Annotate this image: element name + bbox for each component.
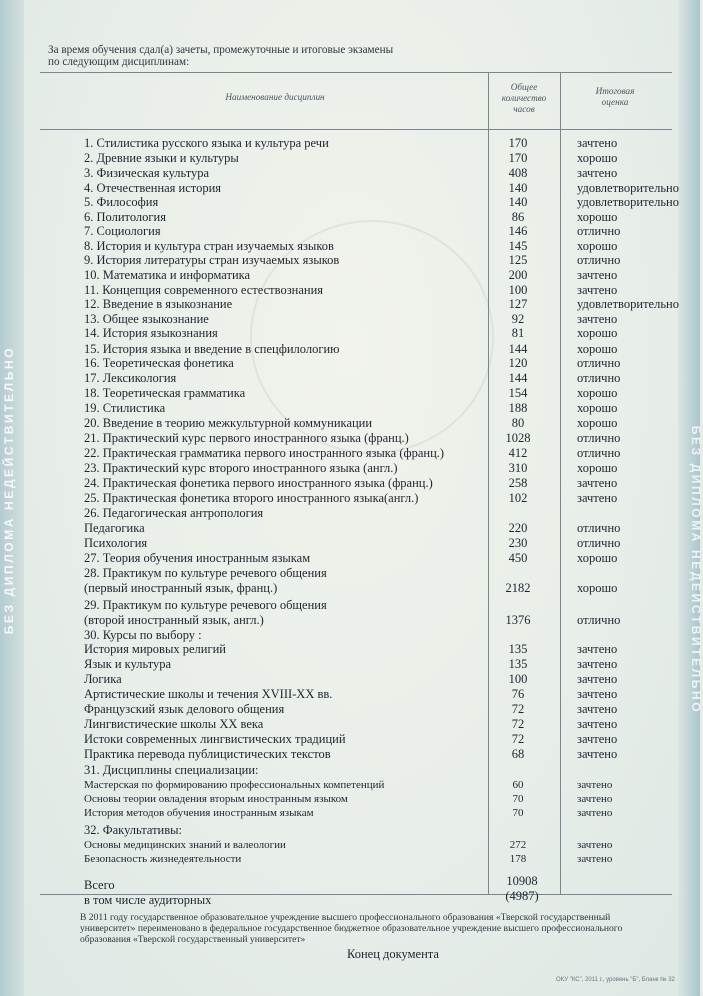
subject-name: Педагогика bbox=[84, 521, 145, 535]
subject-hours: 412 bbox=[508, 446, 528, 460]
subject-grade: зачтено bbox=[577, 793, 613, 805]
subject-hours: 1028 bbox=[505, 431, 531, 445]
subject-grade: зачтено bbox=[577, 839, 613, 851]
subject-hours: 81 bbox=[511, 326, 525, 340]
table-row bbox=[0, 326, 700, 340]
table-row bbox=[0, 672, 700, 686]
subject-grade: хорошо bbox=[577, 401, 618, 415]
subject-grade: зачтено bbox=[577, 136, 618, 150]
table-row bbox=[0, 566, 700, 580]
subject-grade: хорошо bbox=[577, 151, 618, 165]
subject-name: Основы теории овладения вторым иностранным языком bbox=[84, 793, 348, 805]
rename-note: В 2011 году государственное образовательное учреждение высшего профессионального образования «Тверской государственный университет» переименовано в федеральное государственное бюджетное образовательное учреждение высшего профессионального образования «Тверской государственный университет» bbox=[80, 912, 623, 945]
subject-name: 15. История языка и введение в спецфилологию bbox=[84, 342, 340, 356]
subject-grade: хорошо bbox=[577, 551, 618, 565]
subject-hours: 100 bbox=[508, 283, 528, 297]
subject-hours: 2182 bbox=[505, 581, 531, 595]
table-top-rule bbox=[40, 72, 672, 73]
table-row bbox=[0, 195, 700, 209]
subject-grade: зачтено bbox=[577, 687, 618, 701]
table-row bbox=[0, 852, 700, 866]
subject-name: 5. Философия bbox=[84, 195, 159, 209]
subject-grade: зачтено bbox=[577, 476, 618, 490]
subject-name: Истоки современных лингвистических традиций bbox=[84, 732, 346, 746]
total-value: 10908 bbox=[506, 874, 538, 888]
subject-grade: зачтено bbox=[577, 717, 618, 731]
table-row bbox=[0, 268, 700, 282]
subject-grade: отлично bbox=[577, 536, 621, 550]
subject-hours: 135 bbox=[508, 657, 528, 671]
subject-hours: 145 bbox=[508, 239, 528, 253]
subject-hours: 102 bbox=[508, 491, 528, 505]
subject-grade: хорошо bbox=[577, 581, 618, 595]
subject-hours: 120 bbox=[508, 356, 528, 370]
subject-hours: 408 bbox=[508, 166, 528, 180]
subject-name: Логика bbox=[84, 672, 122, 686]
subject-grade: хорошо bbox=[577, 210, 618, 224]
subject-hours: 310 bbox=[508, 461, 528, 475]
subject-grade: отлично bbox=[577, 446, 621, 460]
header-hours: Общее количество часов bbox=[501, 82, 547, 114]
subject-hours: 80 bbox=[511, 416, 525, 430]
table-row bbox=[0, 312, 700, 326]
table-row bbox=[0, 613, 700, 627]
subject-name: Безопасность жизнедеятельности bbox=[84, 853, 242, 865]
table-row bbox=[0, 446, 700, 460]
subject-grade: отлично bbox=[577, 371, 621, 385]
subject-name: 30. Курсы по выбору : bbox=[84, 628, 202, 642]
table-row bbox=[0, 806, 700, 820]
table-row bbox=[0, 283, 700, 297]
header-grade: Итоговая оценка bbox=[595, 86, 635, 107]
subject-grade: хорошо bbox=[577, 416, 618, 430]
table-row bbox=[0, 838, 700, 852]
table-row bbox=[0, 431, 700, 445]
subject-name: 8. История и культура стран изучаемых языков bbox=[84, 239, 334, 253]
subject-grade: зачтено bbox=[577, 779, 613, 791]
subject-name: 13. Общее языкознание bbox=[84, 312, 209, 326]
subject-hours: 72 bbox=[511, 717, 525, 731]
subject-grade: зачтено bbox=[577, 732, 618, 746]
header-name: Наименование дисциплин bbox=[225, 92, 325, 102]
subject-hours: 127 bbox=[508, 297, 528, 311]
subject-name: 20. Введение в теорию межкультурной коммуникации bbox=[84, 416, 373, 430]
subject-grade: удовлетворительно bbox=[577, 297, 679, 311]
subject-hours: 144 bbox=[508, 371, 528, 385]
table-row bbox=[0, 371, 700, 385]
subject-hours: 70 bbox=[512, 793, 524, 805]
table-row bbox=[0, 642, 700, 656]
subject-grade: хорошо bbox=[577, 239, 618, 253]
table-row bbox=[0, 476, 700, 490]
table-row bbox=[0, 253, 700, 267]
subject-hours: 92 bbox=[511, 312, 525, 326]
subject-grade: зачтено bbox=[577, 166, 618, 180]
table-row bbox=[0, 687, 700, 701]
table-row bbox=[0, 356, 700, 370]
table-row bbox=[0, 628, 700, 642]
subject-name: 16. Теоретическая фонетика bbox=[84, 356, 234, 370]
subject-hours: 170 bbox=[508, 136, 528, 150]
auditory-value: (4987) bbox=[505, 889, 539, 903]
total-label: Всего bbox=[84, 878, 115, 892]
subject-name: Французский язык делового общения bbox=[84, 702, 285, 716]
subject-name: Артистические школы и течения XVIII-XX вв. bbox=[84, 687, 333, 701]
subject-hours: 100 bbox=[508, 672, 528, 686]
subject-name: 7. Социология bbox=[84, 224, 161, 238]
subject-hours: 258 bbox=[508, 476, 528, 490]
subject-grade: зачтено bbox=[577, 672, 618, 686]
table-row bbox=[0, 239, 700, 253]
table-row bbox=[0, 491, 700, 505]
subject-name: 29. Практикум по культуре речевого общения bbox=[84, 598, 327, 612]
subject-name: 11. Концепция современного естествознания bbox=[84, 283, 324, 297]
subject-name: История методов обучения иностранным языкам bbox=[84, 807, 314, 819]
subject-hours: 60 bbox=[512, 779, 524, 791]
subject-grade: зачтено bbox=[577, 657, 618, 671]
subject-hours: 144 bbox=[508, 342, 528, 356]
subject-hours: 72 bbox=[511, 702, 525, 716]
subject-name: 6. Политология bbox=[84, 210, 166, 224]
table-row bbox=[0, 181, 700, 195]
subject-name: (первый иностранный язык, франц.) bbox=[84, 581, 278, 595]
table-row bbox=[0, 763, 700, 777]
table-row bbox=[0, 151, 700, 165]
table-row bbox=[0, 386, 700, 400]
subject-hours: 170 bbox=[508, 151, 528, 165]
subject-grade: зачтено bbox=[577, 312, 618, 326]
subject-grade: зачтено bbox=[577, 268, 618, 282]
table-row bbox=[0, 342, 700, 356]
subject-hours: 220 bbox=[508, 521, 528, 535]
subject-grade: хорошо bbox=[577, 461, 618, 475]
subject-hours: 154 bbox=[508, 386, 528, 400]
subject-name: Мастерская по формированию профессиональных компетенций bbox=[84, 779, 385, 791]
subject-name: 22. Практическая грамматика первого иностранного языка (франц.) bbox=[84, 446, 445, 460]
table-header-rule bbox=[40, 129, 672, 130]
subject-grade: зачтено bbox=[577, 702, 618, 716]
subject-name: 28. Практикум по культуре речевого общения bbox=[84, 566, 327, 580]
subject-hours: 146 bbox=[508, 224, 528, 238]
subject-grade: зачтено bbox=[577, 642, 618, 656]
security-text-right: БЕЗ ДИПЛОМА НЕДЕЙСТВИТЕЛЬНО bbox=[689, 425, 703, 715]
subject-grade: зачтено bbox=[577, 807, 613, 819]
subject-name: 23. Практический курс второго иностранного языка (англ.) bbox=[84, 461, 398, 475]
subject-name: 9. История литературы стран изучаемых языков bbox=[84, 253, 340, 267]
table-row bbox=[0, 732, 700, 746]
subject-name: Психология bbox=[84, 536, 148, 550]
subject-hours: 200 bbox=[508, 268, 528, 282]
subject-grade: зачтено bbox=[577, 283, 618, 297]
subject-grade: удовлетворительно bbox=[577, 195, 679, 209]
subject-hours: 125 bbox=[508, 253, 528, 267]
security-text-left: БЕЗ ДИПЛОМА НЕДЕЙСТВИТЕЛЬНО bbox=[2, 345, 16, 635]
end-of-document: Конец документа bbox=[347, 947, 439, 961]
subject-name: Язык и культура bbox=[84, 657, 172, 671]
subject-name: 27. Теория обучения иностранным языкам bbox=[84, 551, 311, 565]
subject-grade: отлично bbox=[577, 356, 621, 370]
subject-name: 3. Физическая культура bbox=[84, 166, 210, 180]
subject-grade: хорошо bbox=[577, 386, 618, 400]
table-row bbox=[0, 778, 700, 792]
intro-text: За время обучения сдал(а) зачеты, промежуточные и итоговые экзамены по следующим дисциплинам: bbox=[48, 44, 394, 68]
subject-name: 18. Теоретическая грамматика bbox=[84, 386, 246, 400]
subject-grade: зачтено bbox=[577, 747, 618, 761]
table-row bbox=[0, 461, 700, 475]
subject-name: 12. Введение в языкознание bbox=[84, 297, 233, 311]
subject-grade: хорошо bbox=[577, 326, 618, 340]
table-row bbox=[0, 136, 700, 150]
table-row bbox=[0, 521, 700, 535]
subject-name: История мировых религий bbox=[84, 642, 226, 656]
subject-hours: 178 bbox=[509, 853, 527, 865]
subject-name: 26. Педагогическая антропология bbox=[84, 506, 264, 520]
subject-name: 24. Практическая фонетика первого иностранного языка (франц.) bbox=[84, 476, 433, 490]
table-row bbox=[0, 166, 700, 180]
subject-grade: удовлетворительно bbox=[577, 181, 679, 195]
table-row bbox=[0, 657, 700, 671]
subject-name: 25. Практическая фонетика второго иностранного языка(англ.) bbox=[84, 491, 419, 505]
subject-hours: 272 bbox=[509, 839, 527, 851]
subject-name: Практика перевода публицистических текстов bbox=[84, 747, 331, 761]
table-row bbox=[0, 581, 700, 595]
subject-name: 14. История языкознания bbox=[84, 326, 218, 340]
subject-grade: отлично bbox=[577, 521, 621, 535]
table-row bbox=[0, 823, 700, 837]
table-row bbox=[0, 416, 700, 430]
table-row bbox=[0, 210, 700, 224]
subject-hours: 140 bbox=[508, 195, 528, 209]
subject-name: Основы медицинских знаний и валеологии bbox=[84, 839, 286, 851]
subject-hours: 86 bbox=[511, 210, 525, 224]
subject-name: 1. Стилистика русского языка и культура речи bbox=[84, 136, 329, 150]
table-row bbox=[0, 506, 700, 520]
table-row bbox=[0, 702, 700, 716]
subject-hours: 68 bbox=[511, 747, 525, 761]
subject-name: 31. Дисциплины специализации: bbox=[84, 763, 259, 777]
subject-grade: зачтено bbox=[577, 853, 613, 865]
subject-grade: отлично bbox=[577, 253, 621, 267]
subject-name: 4. Отечественная история bbox=[84, 181, 222, 195]
table-row bbox=[0, 717, 700, 731]
subject-name: (второй иностранный язык, англ.) bbox=[84, 613, 264, 627]
subject-name: 21. Практический курс первого иностранного языка (франц.) bbox=[84, 431, 409, 445]
subject-hours: 76 bbox=[511, 687, 525, 701]
subject-grade: отлично bbox=[577, 431, 621, 445]
subject-hours: 135 bbox=[508, 642, 528, 656]
table-row bbox=[0, 224, 700, 238]
auditory-label: в том числе аудиторных bbox=[84, 893, 212, 907]
table-row bbox=[0, 536, 700, 550]
subject-hours: 230 bbox=[508, 536, 528, 550]
subject-name: Лингвистические школы XX века bbox=[84, 717, 264, 731]
table-row bbox=[0, 598, 700, 612]
form-footer: ОКУ "КС", 2011 г., уровень "Б", Бланк № 32 bbox=[556, 977, 675, 983]
subject-name: 17. Лексикология bbox=[84, 371, 177, 385]
subject-name: 10. Математика и информатика bbox=[84, 268, 251, 282]
subject-hours: 1376 bbox=[505, 613, 531, 627]
subject-name: 2. Древние языки и культуры bbox=[84, 151, 239, 165]
subject-grade: отлично bbox=[577, 613, 621, 627]
subject-name: 19. Стилистика bbox=[84, 401, 166, 415]
table-row bbox=[0, 297, 700, 311]
subject-hours: 140 bbox=[508, 181, 528, 195]
table-row bbox=[0, 747, 700, 761]
subject-hours: 188 bbox=[508, 401, 528, 415]
table-row bbox=[0, 401, 700, 415]
subject-hours: 70 bbox=[512, 807, 524, 819]
subject-hours: 72 bbox=[511, 732, 525, 746]
subject-grade: хорошо bbox=[577, 342, 618, 356]
table-row bbox=[0, 792, 700, 806]
table-row bbox=[0, 551, 700, 565]
subject-name: 32. Факультативы: bbox=[84, 823, 182, 837]
subject-hours: 450 bbox=[508, 551, 528, 565]
subject-grade: отлично bbox=[577, 224, 621, 238]
subject-grade: зачтено bbox=[577, 491, 618, 505]
